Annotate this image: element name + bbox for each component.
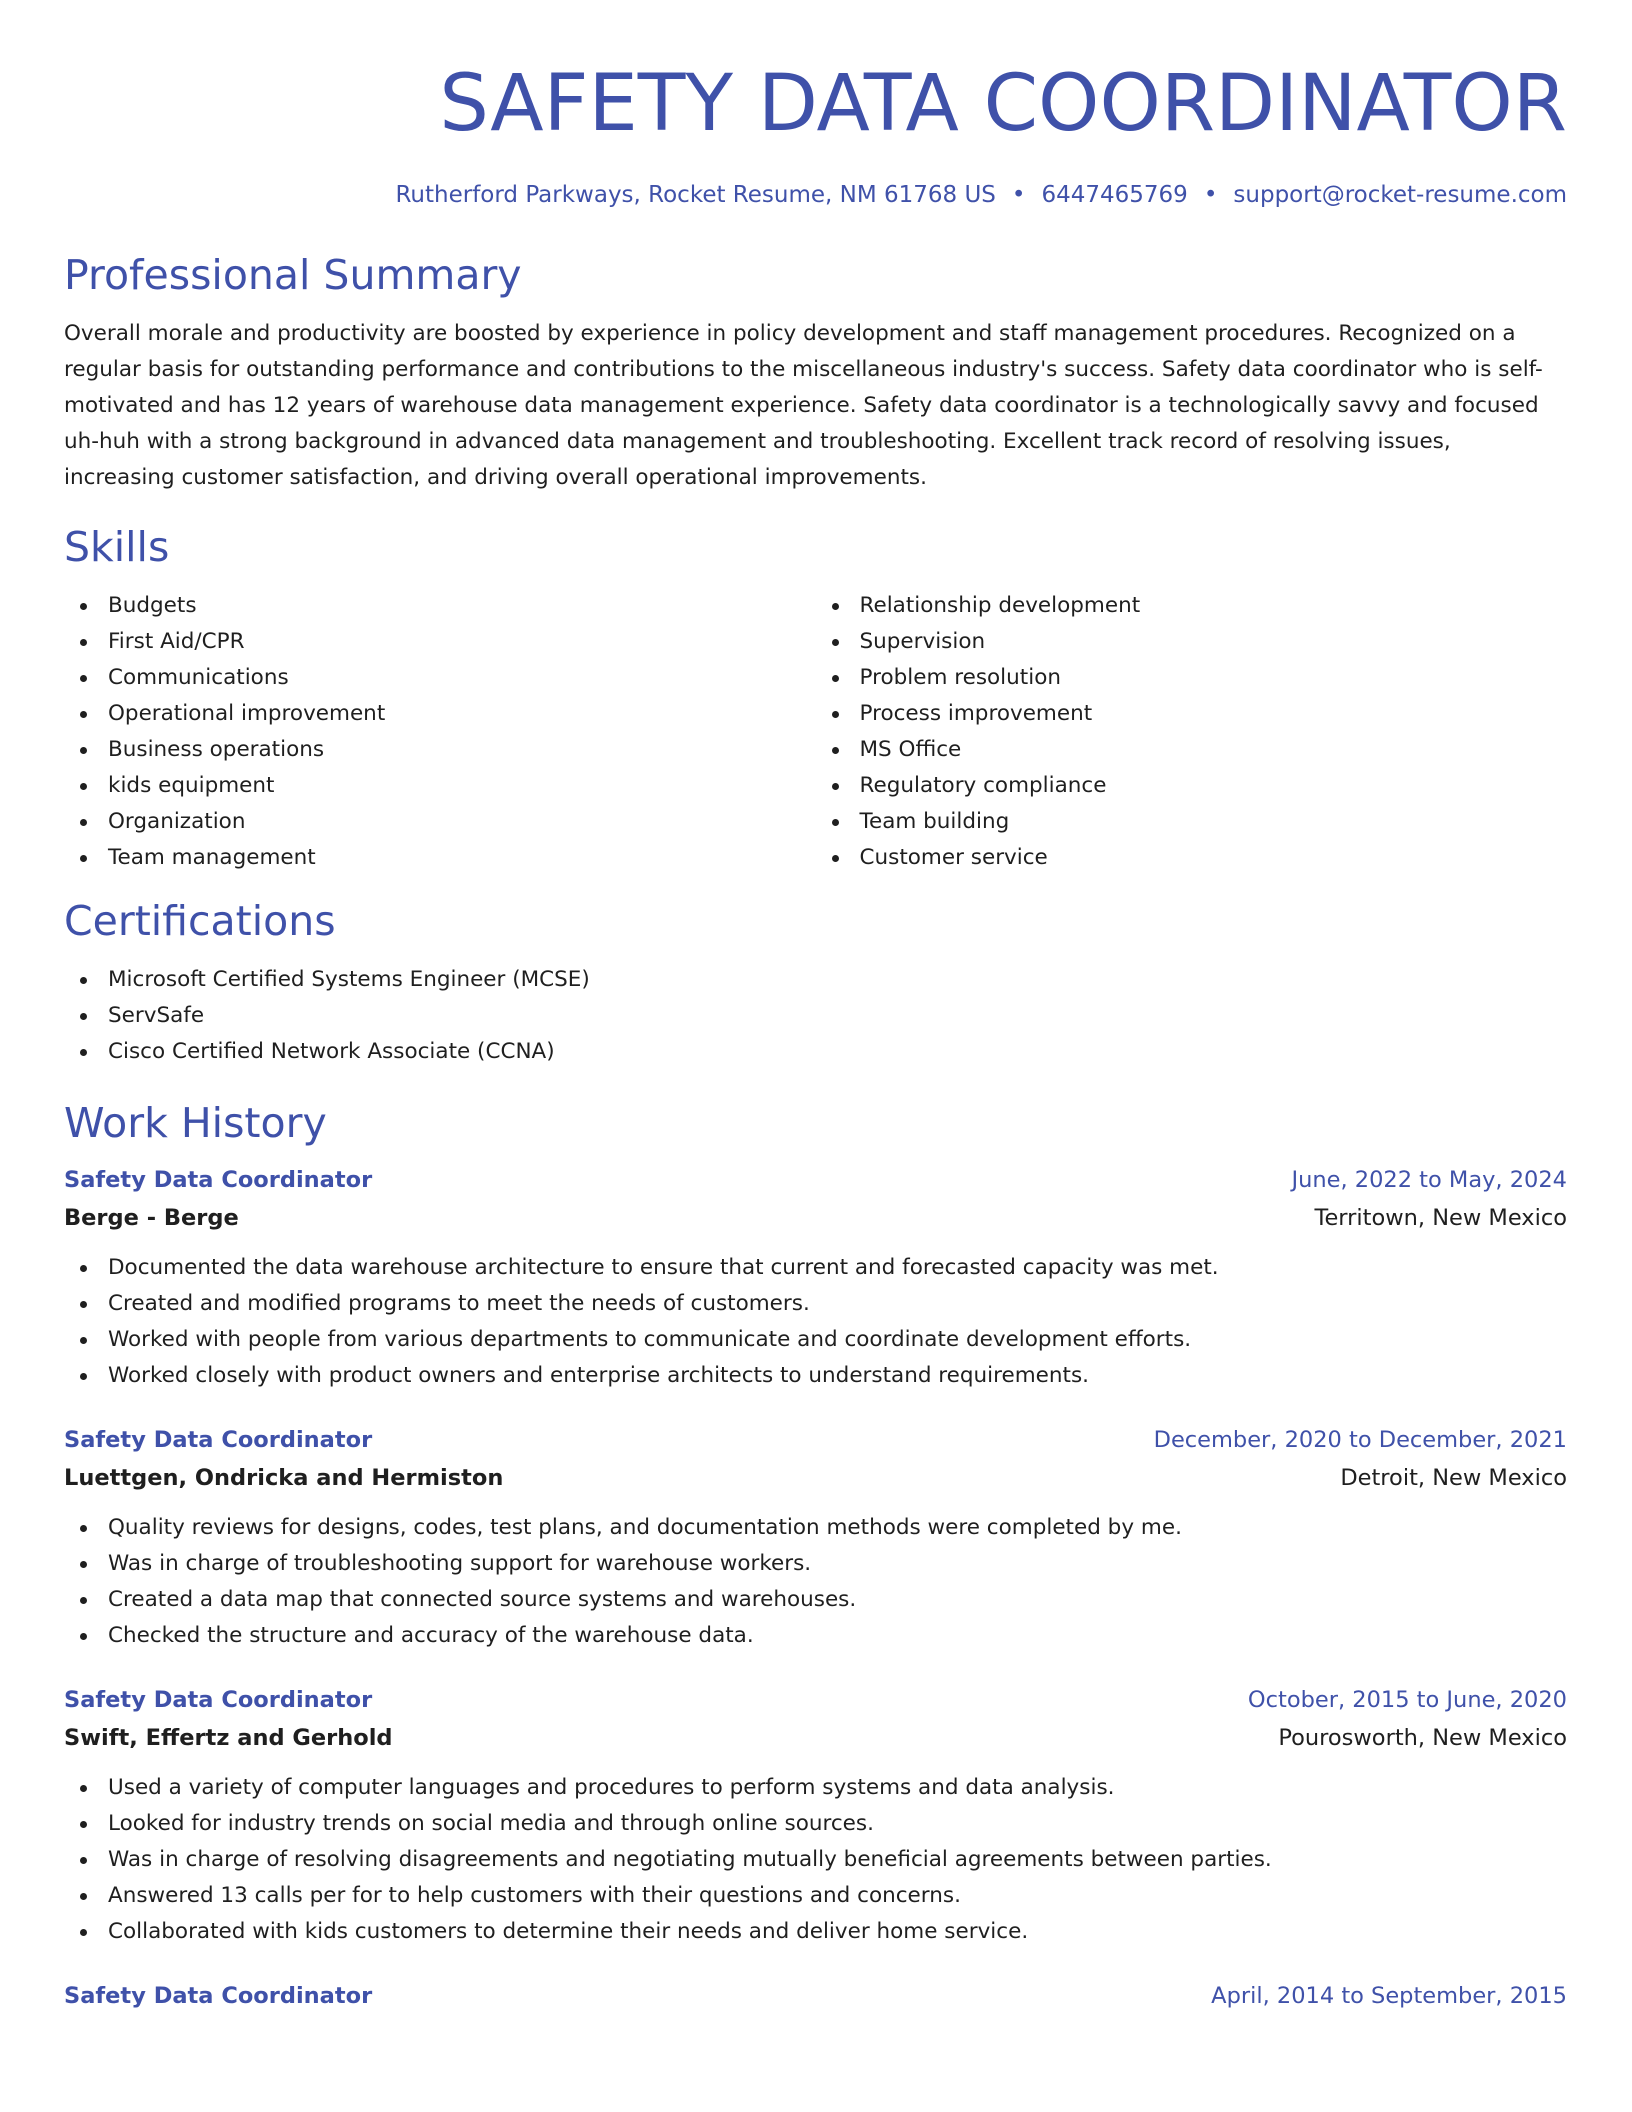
skills-heading: Skills	[64, 523, 170, 571]
contact-separator: •	[1011, 182, 1026, 208]
job-company: Berge - Berge	[64, 1205, 239, 1231]
job-duty: Quality reviews for designs, codes, test plans, and documentation methods were completed by me.	[108, 1510, 1567, 1546]
work-history-heading: Work History	[64, 1099, 327, 1147]
job-location: Pourosworth, New Mexico	[1278, 1725, 1567, 1751]
skill-item: Problem resolution	[860, 660, 1568, 696]
summary-heading: Professional Summary	[64, 251, 522, 299]
job-duty: Created and modified programs to meet the needs of customers.	[108, 1286, 1567, 1322]
job-duty: Answered 13 calls per for to help customers with their questions and concerns.	[108, 1878, 1567, 1914]
skill-item: Relationship development	[860, 588, 1568, 624]
job-entry	[64, 1978, 1567, 2014]
job-company: Swift, Effertz and Gerhold	[64, 1725, 393, 1751]
job-duty: Documented the data warehouse architecture to ensure that current and forecasted capacity was met.	[108, 1250, 1567, 1286]
job-employer-row	[64, 1458, 1567, 1498]
job-duty: Collaborated with kids customers to determine their needs and deliver home service.	[108, 1914, 1567, 1950]
contact-address: Rutherford Parkways, Rocket Resume, NM 61768 US	[395, 182, 996, 208]
job-dates: December, 2020 to December, 2021	[1153, 1427, 1567, 1453]
contact-separator: •	[1203, 182, 1218, 208]
job-duties	[64, 1510, 1567, 1654]
skill-item: First Aid/CPR	[108, 624, 816, 660]
skills-list	[64, 588, 1567, 876]
skill-item: Organization	[108, 804, 816, 840]
resume-name: SAFETY DATA COORDINATOR	[439, 59, 1567, 149]
job-dates: April, 2014 to September, 2015	[1211, 1983, 1567, 2009]
job-employer-row	[64, 1198, 1567, 1238]
summary-text: Overall morale and productivity are boosted by experience in policy development and staff management procedures. Recognized on a regular basis for outstanding performance and contributions to the miscellaneous industry's success. Safety data coordinator who is self-motivated and has 12 years of warehouse data management experience. Safety data coordinator is a technologically savvy and focused uh-huh with a strong background in advanced data management and troubleshooting. Excellent track record of resolving issues, increasing customer satisfaction, and driving overall operational improvements.	[64, 321, 1543, 490]
job-duty: Looked for industry trends on social media and through online sources.	[108, 1806, 1567, 1842]
job-employer-row	[64, 1718, 1567, 1758]
job-title: Safety Data Coordinator	[64, 1427, 373, 1453]
certifications-list	[64, 962, 1567, 1070]
job-company: Luettgen, Ondricka and Hermiston	[64, 1465, 504, 1491]
job-duties	[64, 1250, 1567, 1394]
job-title: Safety Data Coordinator	[64, 1167, 373, 1193]
skill-item: Communications	[108, 660, 816, 696]
certification-item: ServSafe	[108, 998, 1567, 1034]
job-header	[64, 1978, 1567, 2014]
certification-item: Microsoft Certified Systems Engineer (MCSE)	[108, 962, 1567, 998]
job-entry	[64, 1422, 1567, 1654]
skills-column-right	[816, 588, 1568, 876]
contact-email[interactable]: support@rocket-resume.com	[1233, 182, 1567, 208]
certification-item: Cisco Certified Network Associate (CCNA)	[108, 1034, 1567, 1070]
job-dates: October, 2015 to June, 2020	[1247, 1687, 1567, 1713]
job-duty: Checked the structure and accuracy of the warehouse data.	[108, 1618, 1567, 1654]
job-duty: Was in charge of resolving disagreements and negotiating mutually beneficial agreements between parties.	[108, 1842, 1567, 1878]
skill-item: MS Office	[860, 732, 1568, 768]
job-duty: Was in charge of troubleshooting support for warehouse workers.	[108, 1546, 1567, 1582]
job-duty: Created a data map that connected source systems and warehouses.	[108, 1582, 1567, 1618]
skill-item: Supervision	[860, 624, 1568, 660]
skill-item: Operational improvement	[108, 696, 816, 732]
certifications-heading: Certifications	[64, 897, 336, 945]
job-title: Safety Data Coordinator	[64, 1687, 373, 1713]
job-header	[64, 1422, 1567, 1458]
contact-line	[64, 180, 1567, 210]
job-location: Territown, New Mexico	[1314, 1205, 1567, 1231]
skill-item: Process improvement	[860, 696, 1568, 732]
skill-item: Customer service	[860, 840, 1568, 876]
job-dates: June, 2022 to May, 2024	[1291, 1167, 1567, 1193]
job-duty: Used a variety of computer languages and procedures to perform systems and data analysis.	[108, 1770, 1567, 1806]
skill-item: Business operations	[108, 732, 816, 768]
skill-item: kids equipment	[108, 768, 816, 804]
skill-item: Team building	[860, 804, 1568, 840]
job-duties	[64, 1770, 1567, 1950]
skill-item: Budgets	[108, 588, 816, 624]
job-title: Safety Data Coordinator	[64, 1983, 373, 2009]
job-header	[64, 1162, 1567, 1198]
job-entry	[64, 1682, 1567, 1950]
job-entry	[64, 1162, 1567, 1394]
contact-phone: 6447465769	[1041, 182, 1188, 208]
job-duty: Worked closely with product owners and enterprise architects to understand requirements.	[108, 1358, 1567, 1394]
resume-page	[64, 58, 1567, 2014]
skill-item: Regulatory compliance	[860, 768, 1568, 804]
skills-column-left	[64, 588, 816, 876]
skill-item: Team management	[108, 840, 816, 876]
job-duty: Worked with people from various departments to communicate and coordinate development efforts.	[108, 1322, 1567, 1358]
job-header	[64, 1682, 1567, 1718]
job-location: Detroit, New Mexico	[1340, 1465, 1567, 1491]
